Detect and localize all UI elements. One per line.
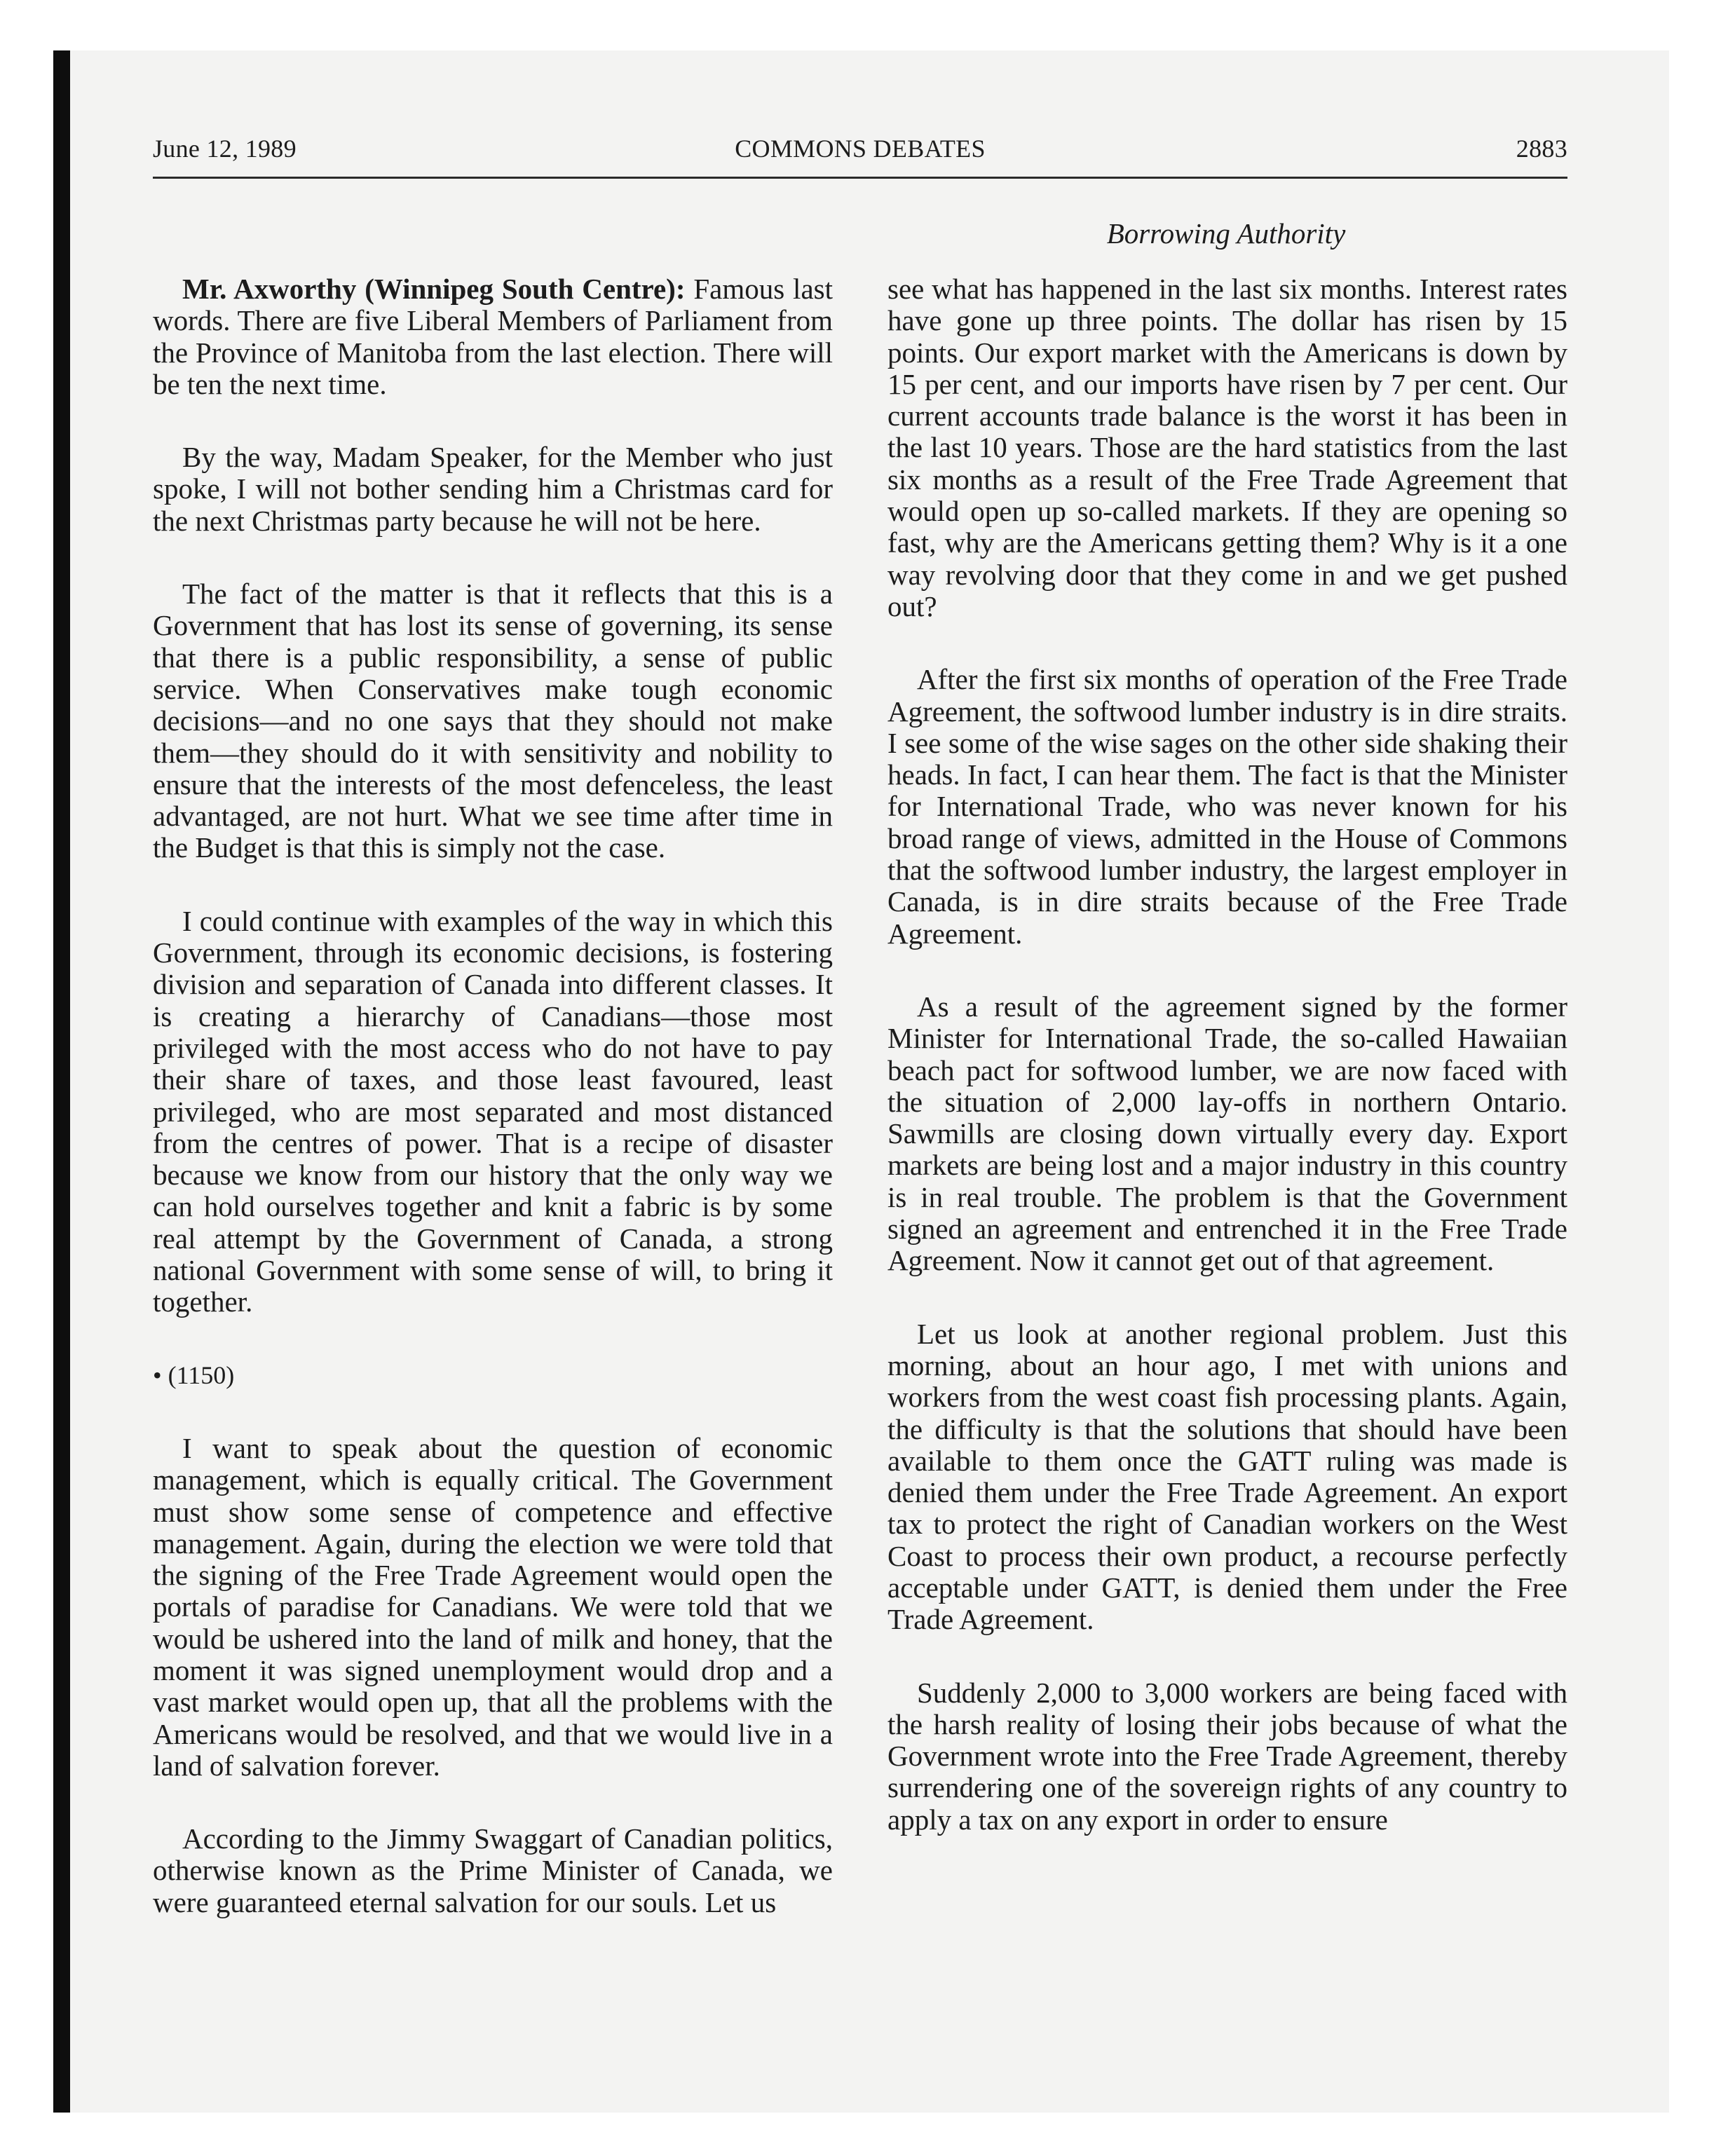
header-page-number: 2883 [1516, 135, 1567, 163]
running-header [153, 133, 1567, 175]
right-column [887, 273, 1567, 1877]
speech-paragraph: By the way, Madam Speaker, for the Member who just spoke, I will not bother sending him a Christmas card for the next Christmas party because he will not be here. [153, 441, 833, 537]
binding-shadow [53, 50, 70, 2113]
left-column [153, 273, 833, 1960]
speech-paragraph: As a result of the agreement signed by the former Minister for International Trade, the so-called Hawaiian beach pact for softwood lumber, we are now faced with the situation of 2,000 lay-offs in northern Ontario. Sawmills are closing down virtually every day. Export markets are being lost and a major industry in this country is in real trouble. The problem is that the Government signed an agreement and entrenched it in the Free Trade Agreement. Now it cannot get out of that agreement. [887, 990, 1567, 1277]
speech-paragraph: According to the Jimmy Swaggart of Canadian politics, otherwise known as the Prime Minister of Canada, we were guaranteed eternal salvation for our souls. Let us [153, 1822, 833, 1918]
speech-continuation: see what has happened in the last six months. Interest rates have gone up three points. The dollar has risen by 15 points. Our export market with the Americans is down by 15 per cent, and our imports have risen by 7 per cent. Our current accounts trade balance is the worst it has been in the last 10 years. Those are the hard statistics from the last six months as a result of the Free Trade Agreement that would open up so-called markets. If they are opening so fast, why are the Americans getting them? Why is it a one way revolving door that they come in and we get pushed out? [887, 273, 1567, 622]
time-marker: • (1150) [153, 1360, 235, 1389]
speech-paragraph: I could continue with examples of the way in which this Government, through its economic decisions, is fostering division and separation of Canada into different classes. It is creating a hierarchy of Canadians—those most privileged with the most access who do not have to pay their share of taxes, and those least favoured, least privileged, who are most separated and most distanced from the centres of power. That is a recipe of disaster because we know from our history that the only way we can hold ourselves together and knit a fabric is by some real attempt by the Government of Canada, a strong national Government with some sense of will, to bring it together. [153, 904, 833, 1318]
speech-paragraph: After the first six months of operation of the Free Trade Agreement, the softwood lumber industry is in dire straits. I see some of the wise sages on the other side shaking their heads. In fact, I can hear them. The fact is that the Minister for International Trade, who was never known for his broad range of views, admitted in the House of Commons that the softwood lumber industry, the largest employer in Canada, is in dire straits because of the Free Trade Agreement. [887, 663, 1567, 950]
speech-paragraph: I want to speak about the question of economic management, which is equally critical. The Government must show some sense of competence and effective management. Again, during the election we were told that the signing of the Free Trade Agreement would open the portals of paradise for Canadians. We were told that we would be ushered into the land of milk and honey, that the moment it was signed unemployment would drop and a vast market would open up, that all the problems with the Americans would be resolved, and that we would live in a land of salvation forever. [153, 1431, 833, 1782]
speech-paragraph [153, 273, 833, 400]
header-title: COMMONS DEBATES [735, 135, 986, 163]
speech-paragraph: Let us look at another regional problem. Just this morning, about an hour ago, I met with unions and workers from the west coast fish processing plants. Again, the difficulty is that the solutions that should have been available to them once the GATT ruling was made is denied them under the Free Trade Agreement. An export tax to protect the right of Canadian workers on the West Coast to process their own product, a recourse perfectly acceptable under GATT, is denied them under the Free Trade Agreement. [887, 1317, 1567, 1636]
header-rule [153, 177, 1567, 179]
speech-paragraph: The fact of the matter is that it reflects that this is a Government that has lost its sense of governing, its sense that there is a public responsibility, a sense of public service. When Conservatives make tough economic decisions—and no one says that they should not make them—they should do it with sensitivity and nobility to ensure that the interests of the most defenceless, the least advantaged, are not hurt. What we see time after time in the Budget is that this is simply not the case. [153, 578, 833, 864]
section-title: Borrowing Authority [1106, 217, 1346, 250]
header-date: June 12, 1989 [153, 135, 297, 163]
speaker-name: Mr. Axworthy (Winnipeg South Centre): [182, 273, 686, 305]
speech-opening: Famous last words. There are five Liberal Members of Parliament from the Province of Manitoba from the last election. There will be ten the next time. [153, 273, 833, 400]
speech-paragraph: Suddenly 2,000 to 3,000 workers are being faced with the harsh reality of losing their jobs because of what the Government wrote into the Free Trade Agreement, thereby surrendering one of the sovereign rights of any country to apply a tax on any export in order to ensure [887, 1676, 1567, 1836]
